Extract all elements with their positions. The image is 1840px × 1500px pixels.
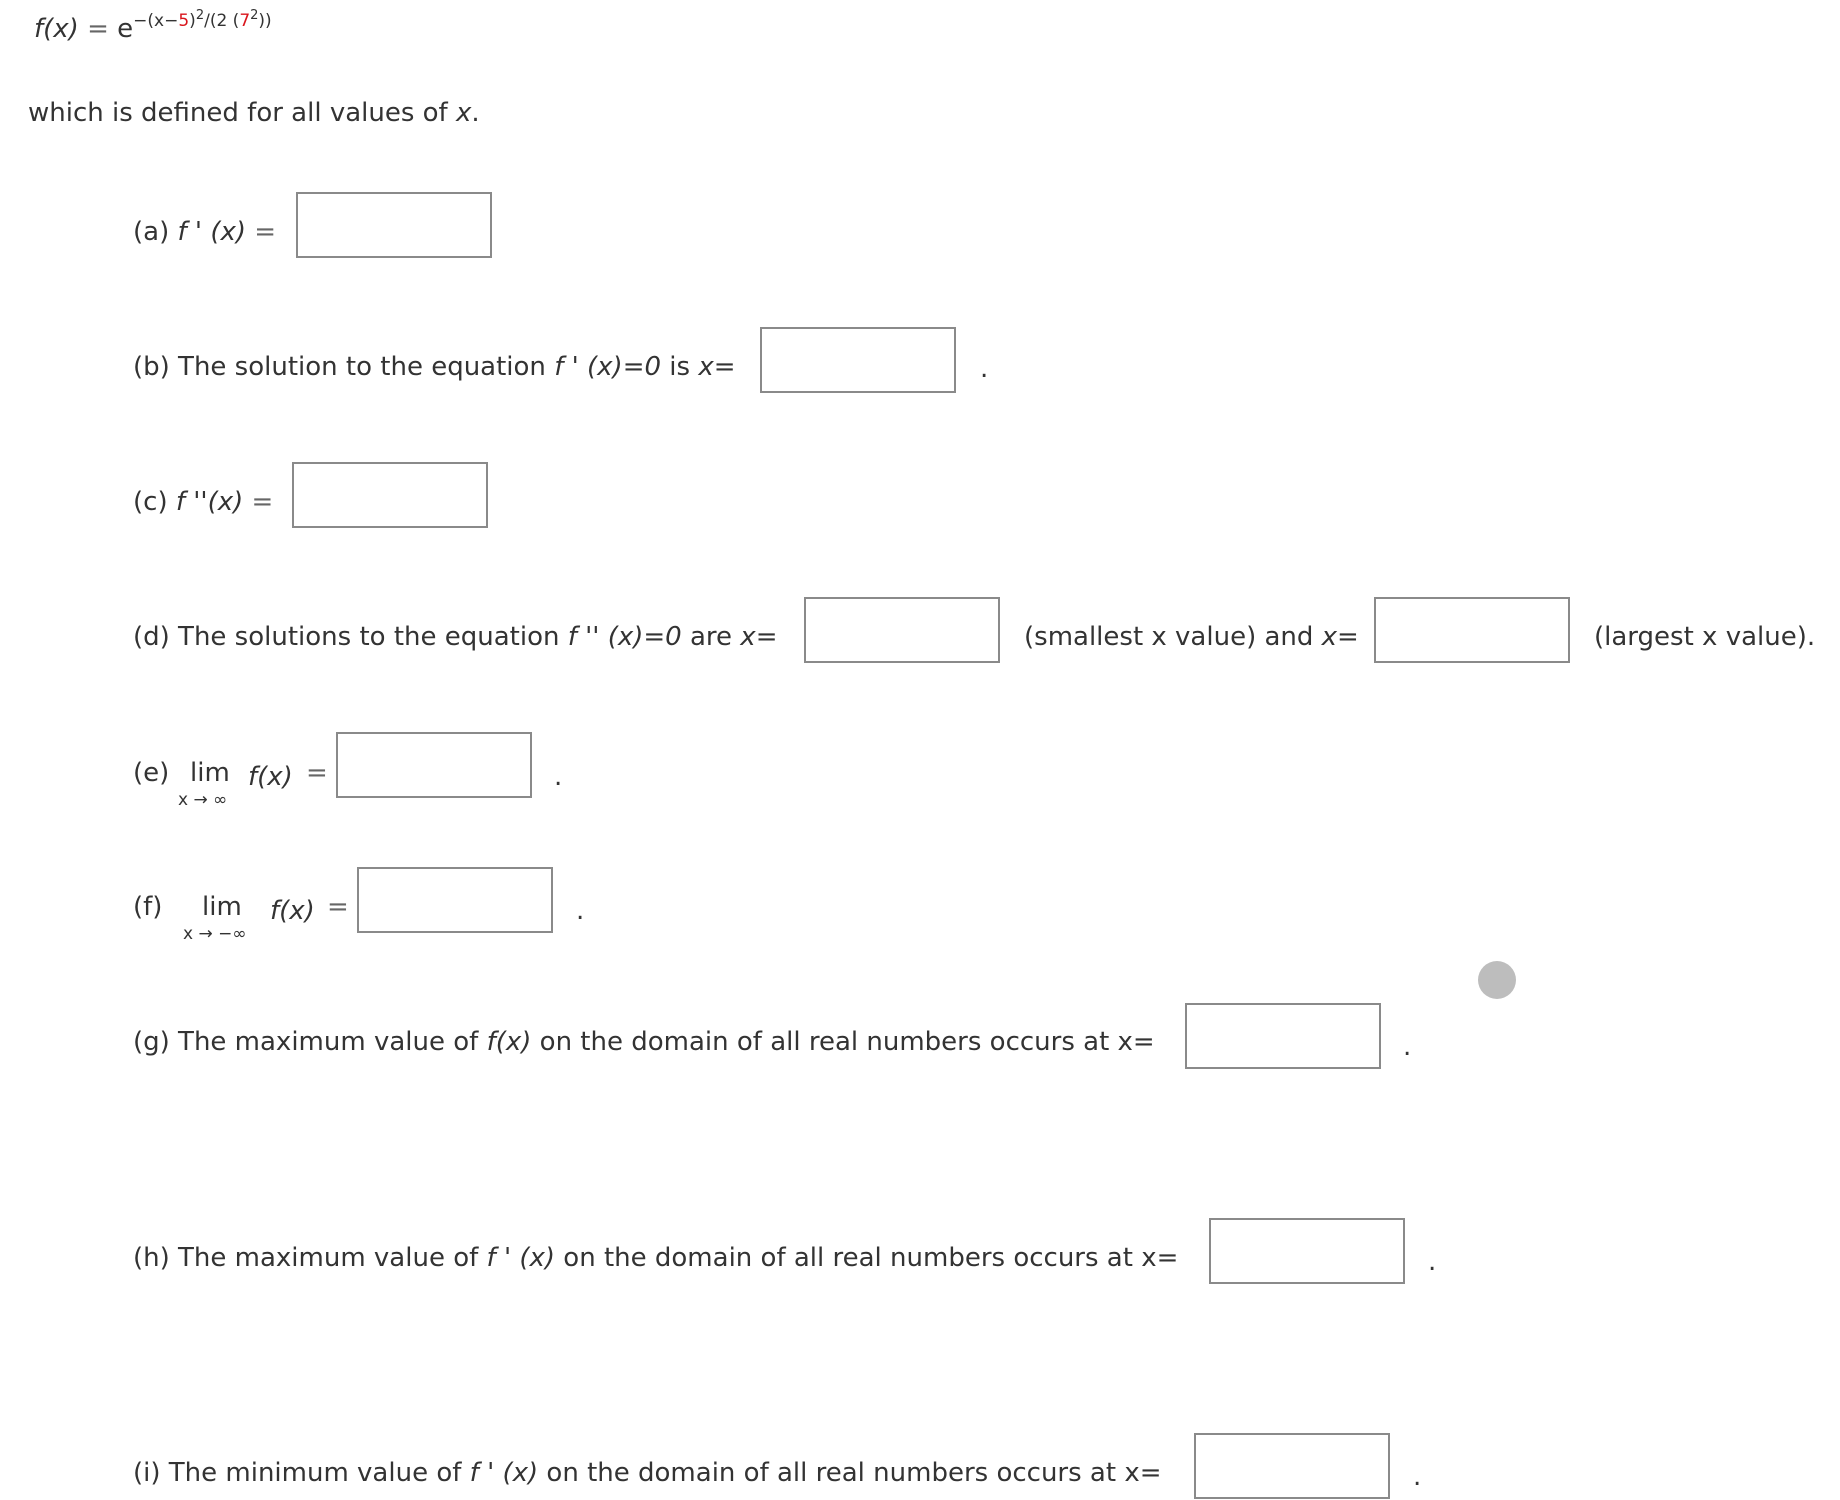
part-f-answer-input[interactable]: [357, 867, 553, 933]
part-d-largest-input[interactable]: [1374, 597, 1570, 663]
part-f-equals: =: [327, 892, 349, 922]
function-definition: [34, 8, 272, 44]
part-e-function: f(x): [248, 762, 293, 792]
part-i-period: .: [1413, 1462, 1422, 1492]
part-i-answer-input[interactable]: [1194, 1433, 1390, 1499]
part-f-lim-subscript: x → −∞: [183, 924, 247, 944]
equals-sign: =: [87, 14, 109, 44]
part-h-label: (h) The maximum value of f ' (x) on the domain of all real numbers occurs at x=: [133, 1243, 1179, 1273]
part-a-answer-input[interactable]: [296, 192, 492, 258]
part-e-label: (e): [133, 758, 170, 788]
part-f-function: f(x): [270, 896, 315, 926]
part-f-label: (f): [133, 892, 163, 922]
exponent: −(x−5)2/(2 (72)): [133, 8, 272, 31]
definition-note: which is defined for all values of x.: [28, 98, 480, 128]
part-e-period: .: [554, 762, 563, 792]
sigma-value: 7: [239, 11, 251, 31]
part-b-period: .: [980, 354, 989, 384]
part-b-answer-input[interactable]: [760, 327, 956, 393]
part-f-period: .: [576, 896, 585, 926]
part-b-label: (b) The solution to the equation f ' (x)=0 is x=: [133, 352, 736, 382]
part-d-end-text: (largest x value).: [1594, 622, 1816, 652]
part-e-lim: lim: [190, 758, 230, 788]
part-h-period: .: [1428, 1247, 1437, 1277]
part-g-answer-input[interactable]: [1185, 1003, 1381, 1069]
part-e-equals: =: [306, 758, 328, 788]
part-a-label: (a) f ' (x) =: [133, 217, 277, 247]
euler-e: e: [117, 14, 134, 44]
part-f-lim: lim: [202, 892, 242, 922]
pointer-indicator: [1478, 961, 1516, 999]
part-d-smallest-input[interactable]: [804, 597, 1000, 663]
part-d-middle-text: (smallest x value) and x=: [1024, 622, 1359, 652]
part-i-label: (i) The minimum value of f ' (x) on the domain of all real numbers occurs at x=: [133, 1458, 1162, 1488]
part-e-answer-input[interactable]: [336, 732, 532, 798]
part-d-label: (d) The solutions to the equation f '' (x)=0 are x=: [133, 622, 778, 652]
part-g-period: .: [1403, 1032, 1412, 1062]
part-c-answer-input[interactable]: [292, 462, 488, 528]
part-c-label: (c) f ''(x) =: [133, 487, 274, 517]
mu-value: 5: [178, 11, 190, 31]
part-g-label: (g) The maximum value of f(x) on the domain of all real numbers occurs at x=: [133, 1027, 1155, 1057]
function-name: f(x): [34, 14, 79, 44]
part-h-answer-input[interactable]: [1209, 1218, 1405, 1284]
part-e-lim-subscript: x → ∞: [178, 790, 228, 810]
